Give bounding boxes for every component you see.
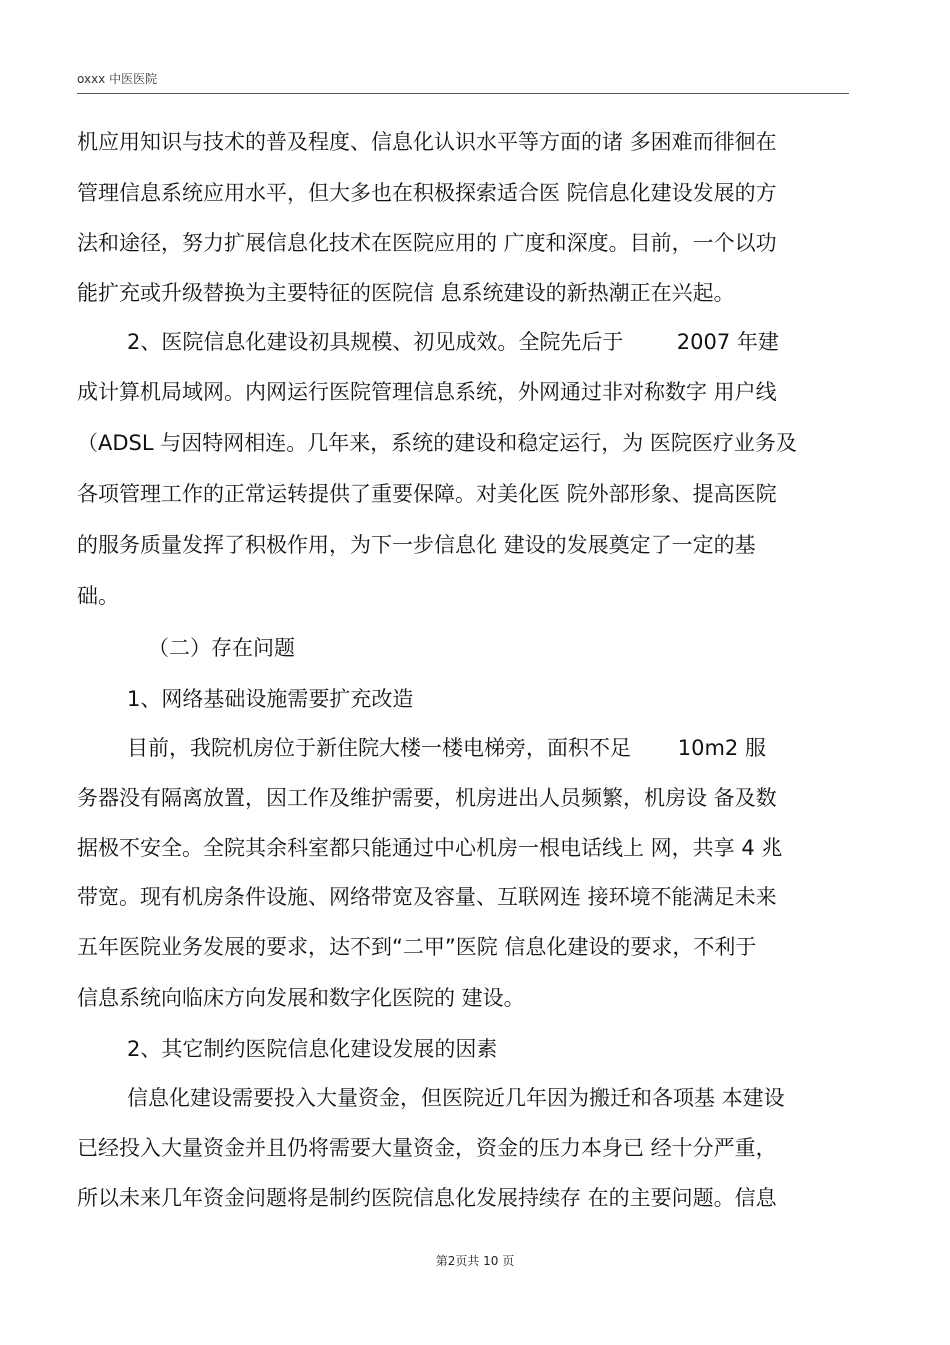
page-number: 第2页共 10 页 bbox=[435, 1254, 515, 1268]
body-line: 能扩充或升级替换为主要特征的医院信 息系统建设的新热潮正在兴起。 bbox=[77, 281, 735, 305]
subsection-heading: 1、网络基础设施需要扩充改造 bbox=[127, 687, 414, 711]
body-line: 信息系统向临床方向发展和数字化医院的 建设。 bbox=[77, 986, 525, 1010]
body-line: 信息化建设需要投入大量资金，但医院近几年因为搬迁和各项基 本建设 bbox=[127, 1086, 785, 1110]
body-line: 据极不安全。全院其余科室都只能通过中心机房一根电话线上 网，共享 4 兆 bbox=[77, 836, 783, 860]
body-line: （ADSL 与因特网相连。几年来，系统的建设和稳定运行，为 医院医疗业务及 bbox=[77, 431, 797, 455]
body-line: 务器没有隔离放置，因工作及维护需要，机房进出人员频繁，机房设 备及数 bbox=[77, 786, 777, 810]
subsection-heading: 2、其它制约医院信息化建设发展的因素 bbox=[127, 1037, 498, 1061]
body-line: 机应用知识与技术的普及程度、信息化认识水平等方面的诸 多困难而徘徊在 bbox=[77, 130, 777, 154]
header-divider bbox=[77, 93, 849, 94]
body-line: 管理信息系统应用水平，但大多也在积极探索适合医 院信息化建设发展的方 bbox=[77, 181, 777, 205]
body-line: 目前，我院机房位于新住院大楼一楼电梯旁，面积不足 10m2 服 bbox=[127, 736, 766, 760]
body-line: 2、医院信息化建设初具规模、初见成效。全院先后于 2007 年建 bbox=[127, 330, 779, 354]
body-line: 础。 bbox=[77, 584, 119, 608]
page-header: oxxx 中医医院 bbox=[77, 72, 158, 86]
body-line: 所以未来几年资金问题将是制约医院信息化发展持续存 在的主要问题。信息 bbox=[77, 1186, 777, 1210]
body-line: 带宽。现有机房条件设施、网络带宽及容量、互联网连 接环境不能满足未来 bbox=[77, 885, 777, 909]
body-line: 法和途径，努力扩展信息化技术在医院应用的 广度和深度。目前，一个以功 bbox=[77, 231, 777, 255]
section-heading: （二）存在问题 bbox=[148, 636, 295, 660]
body-line: 已经投入大量资金并且仍将需要大量资金，资金的压力本身已 经十分严重， bbox=[77, 1136, 777, 1160]
body-line: 五年医院业务发展的要求，达不到“二甲”医院 信息化建设的要求，不利于 bbox=[77, 935, 757, 959]
body-line: 的服务质量发挥了积极作用，为下一步信息化 建设的发展奠定了一定的基 bbox=[77, 533, 756, 557]
body-line: 成计算机局域网。内网运行医院管理信息系统，外网通过非对称数字 用户线 bbox=[77, 380, 777, 404]
body-line: 各项管理工作的正常运转提供了重要保障。对美化医 院外部形象、提高医院 bbox=[77, 482, 777, 506]
